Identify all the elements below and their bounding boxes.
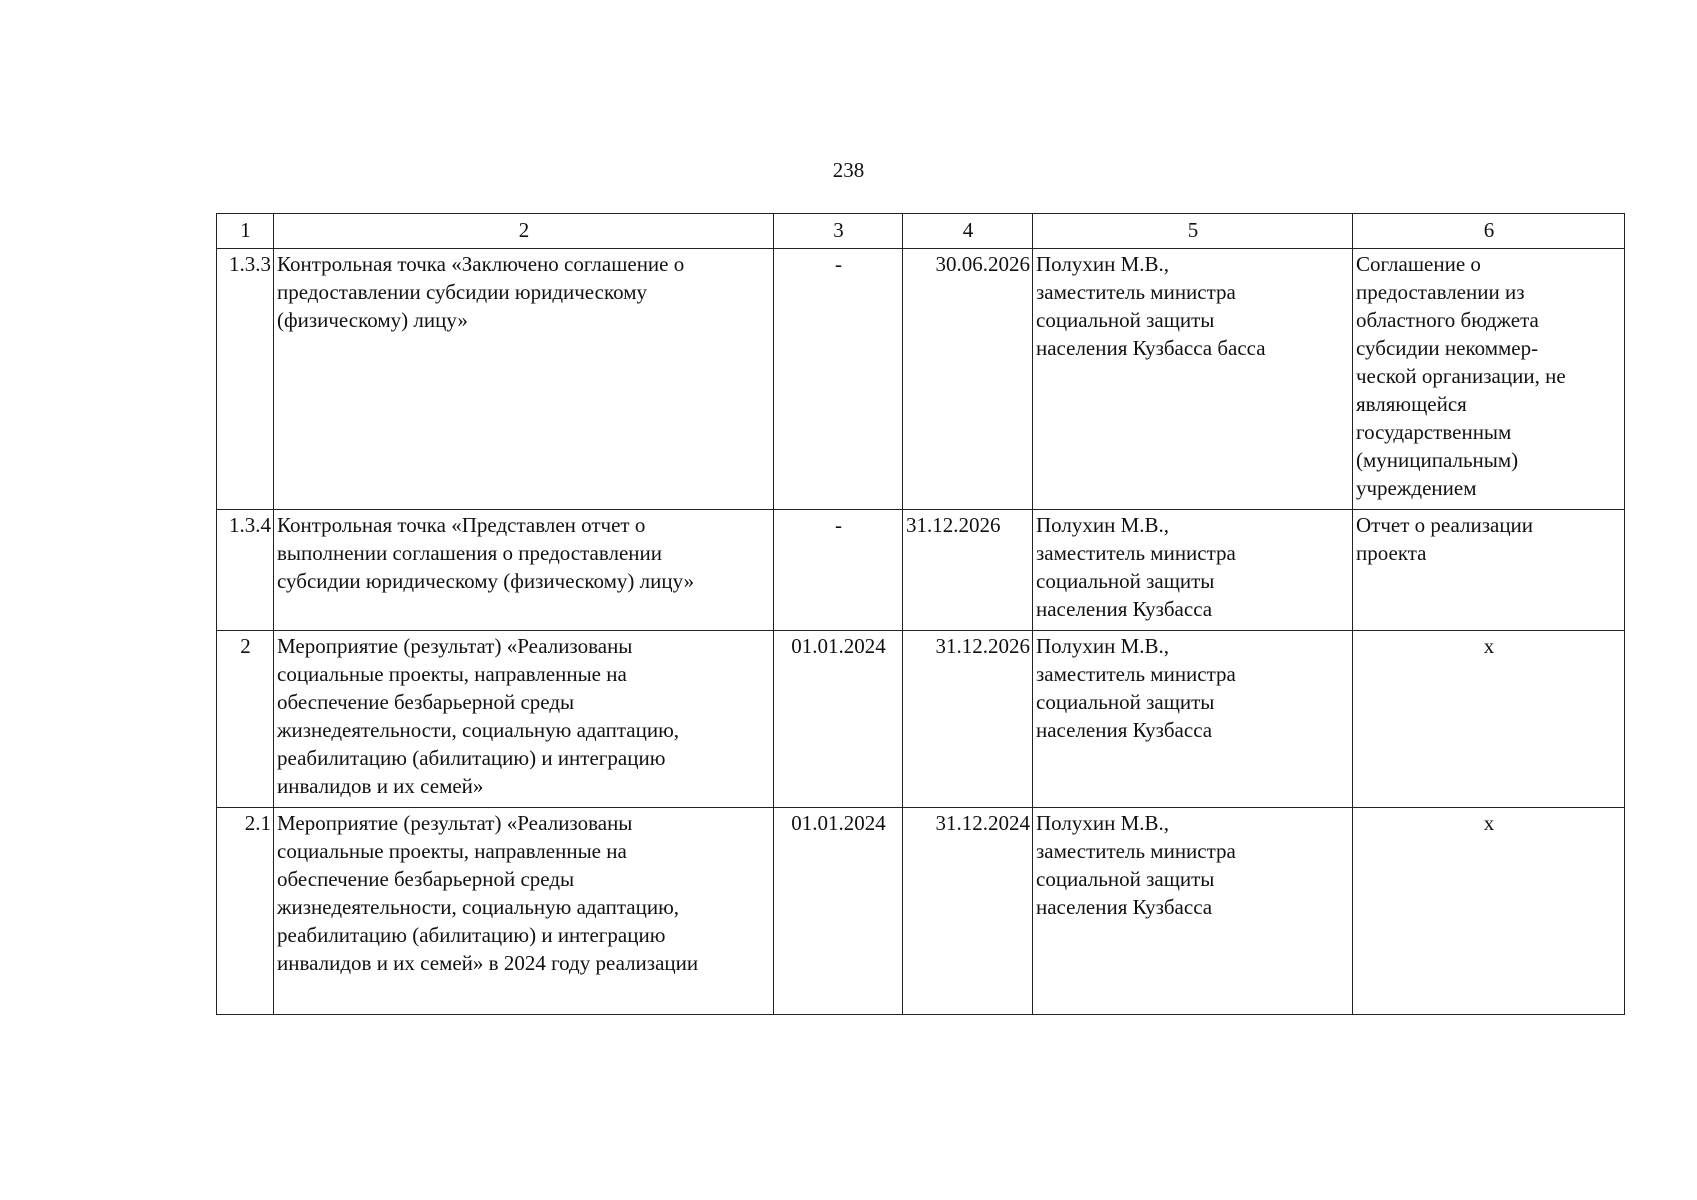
measure-name-cell: Контрольная точка «Заключено соглашение о предоставлении субсидии юридическому (физическому) лицу» bbox=[274, 249, 774, 510]
header-cell-start: 3 bbox=[774, 214, 903, 249]
row-number-cell: 1.3.4 bbox=[217, 510, 274, 631]
row-number-cell: 1.3.3 bbox=[217, 249, 274, 510]
row-number-cell: 2 bbox=[217, 631, 274, 808]
measure-name-cell: Контрольная точка «Представлен отчет о выполнении соглашения о предоставлении субсидии юридическому (физическому) лицу» bbox=[274, 510, 774, 631]
result-cell: Соглашение о предоставлении из областного бюджета субсидии некоммер- ческой организации, не являющейся государственным (муниципальным) учреждением bbox=[1353, 249, 1625, 510]
table-row bbox=[217, 808, 1625, 1015]
start-date-cell: - bbox=[774, 249, 903, 510]
table-header-row bbox=[217, 214, 1625, 249]
result-cell: Отчет о реализации проекта bbox=[1353, 510, 1625, 631]
responsible-cell: Полухин М.В., заместитель министра социальной защиты населения Кузбасса басса bbox=[1033, 249, 1353, 510]
responsible-cell: Полухин М.В., заместитель министра социальной защиты населения Кузбасса bbox=[1033, 510, 1353, 631]
start-date-cell: 01.01.2024 bbox=[774, 631, 903, 808]
end-date-cell: 30.06.2026 bbox=[903, 249, 1033, 510]
table-row bbox=[217, 631, 1625, 808]
end-date-cell: 31.12.2026 bbox=[903, 631, 1033, 808]
header-cell-result: 6 bbox=[1353, 214, 1625, 249]
header-cell-num: 1 bbox=[217, 214, 274, 249]
page-number: 238 bbox=[832, 158, 865, 182]
header-cell-name: 2 bbox=[274, 214, 774, 249]
start-date-cell: - bbox=[774, 510, 903, 631]
responsible-cell: Полухин М.В., заместитель министра социальной защиты населения Кузбасса bbox=[1033, 631, 1353, 808]
end-date-cell: 31.12.2026 bbox=[903, 510, 1033, 631]
measure-name-cell: Мероприятие (результат) «Реализованы социальные проекты, направленные на обеспечение безбарьерной среды жизнедеятельности, социальную адаптацию, реабилитацию (абилитацию) и интеграцию инвалидов и их семей» bbox=[274, 631, 774, 808]
measure-name-cell: Мероприятие (результат) «Реализованы социальные проекты, направленные на обеспечение безбарьерной среды жизнедеятельности, социальную адаптацию, реабилитацию (абилитацию) и интеграцию инвалидов и их семей» в 2024 году реализации bbox=[274, 808, 774, 1015]
measures-table bbox=[216, 213, 1625, 1015]
result-cell: х bbox=[1353, 631, 1625, 808]
header-cell-end: 4 bbox=[903, 214, 1033, 249]
row-number-cell: 2.1 bbox=[217, 808, 274, 1015]
table-row bbox=[217, 249, 1625, 510]
result-cell: х bbox=[1353, 808, 1625, 1015]
start-date-cell: 01.01.2024 bbox=[774, 808, 903, 1015]
end-date-cell: 31.12.2024 bbox=[903, 808, 1033, 1015]
responsible-cell: Полухин М.В., заместитель министра социальной защиты населения Кузбасса bbox=[1033, 808, 1353, 1015]
header-cell-responsible: 5 bbox=[1033, 214, 1353, 249]
table-row bbox=[217, 510, 1625, 631]
